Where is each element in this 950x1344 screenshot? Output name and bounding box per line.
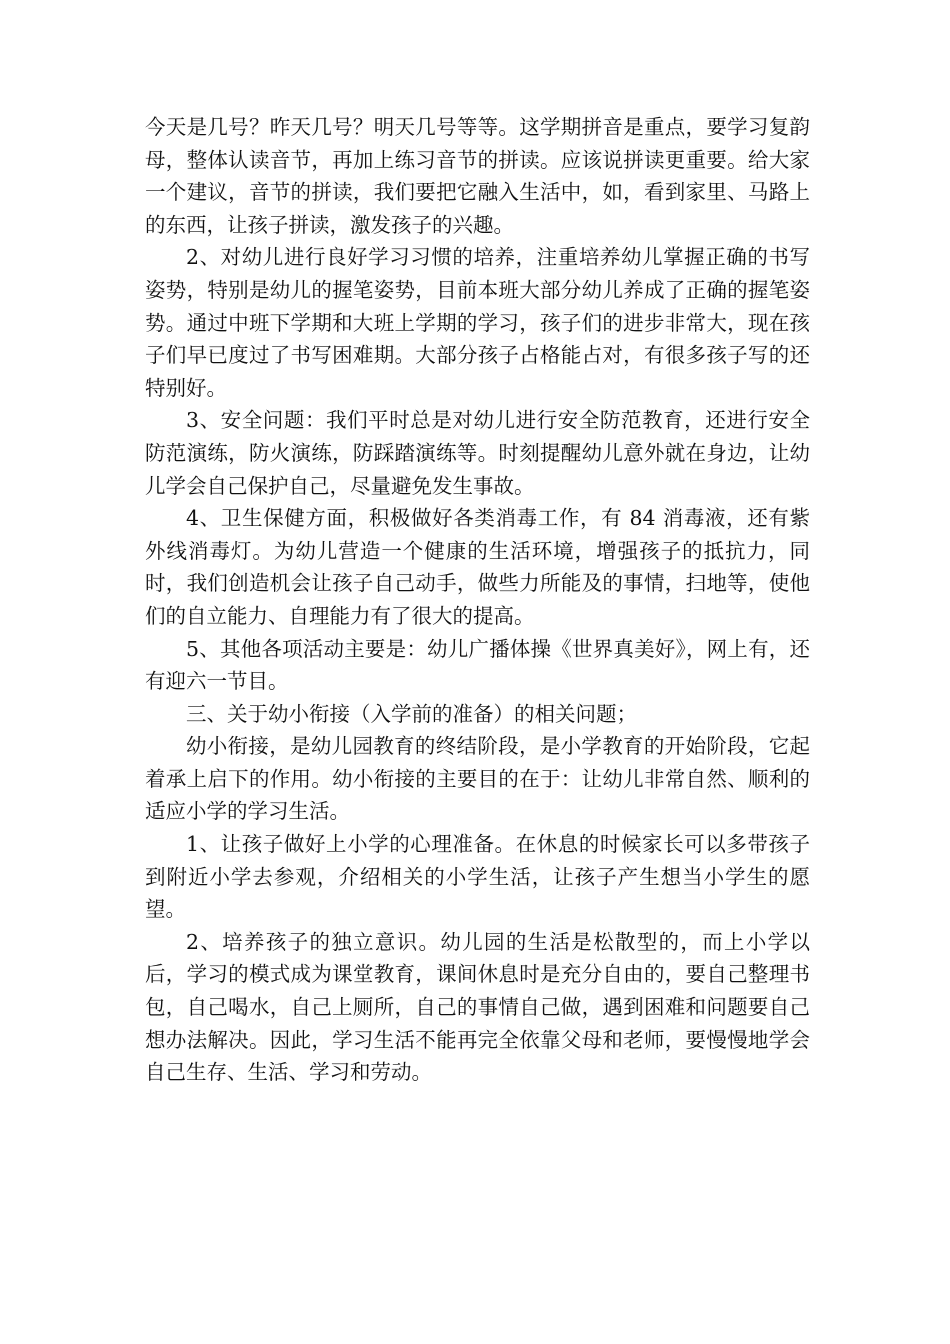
paragraph-3: 3、安全问题：我们平时总是对幼儿进行安全防范教育，还进行安全防范演练，防火演练，防踩踏演练等。时刻提醒幼儿意外就在身边，让幼儿学会自己保护自己，尽量避免发生事故。 [145, 408, 810, 498]
paragraph-1: 今天是几号？昨天几号？明天几号等等。这学期拼音是重点，要学习复韵母，整体认读音节，再加上练习音节的拼读。应该说拼读更重要。给大家一个建议，音节的拼读，我们要把它融入生活中，如，看到家里、马路上的东西，让孩子拼读，激发孩子的兴趣。 [145, 115, 810, 237]
section-heading: 三、关于幼小衔接（入学前的准备）的相关问题； [186, 701, 637, 726]
paragraph-5: 5、其他各项活动主要是：幼儿广播体操《世界真美好》，网上有，还有迎六一节目。 [145, 636, 810, 694]
document-body [145, 111, 810, 1089]
paragraph-8: 1、让孩子做好上小学的心理准备。在休息的时候家长可以多带孩子到附近小学去参观，介绍相关的小学生活，让孩子产生想当小学生的愿望。 [145, 832, 810, 922]
paragraph-4: 4、卫生保健方面，积极做好各类消毒工作，有 84 消毒液，还有紫外线消毒灯。为幼儿营造一个健康的生活环境，增强孩子的抵抗力，同时，我们创造机会让孩子自己动手，做些力所能及的事情，扫地等，使他们的自立能力、自理能力有了很大的提高。 [145, 506, 810, 628]
paragraph-7: 幼小衔接，是幼儿园教育的终结阶段，是小学教育的开始阶段，它起着承上启下的作用。幼小衔接的主要目的在于：让幼儿非常自然、顺利的适应小学的学习生活。 [145, 734, 810, 824]
paragraph-9: 2、培养孩子的独立意识。幼儿园的生活是松散型的，而上小学以后，学习的模式成为课堂教育，课间休息时是充分自由的，要自己整理书包，自己喝水，自己上厕所，自己的事情自己做，遇到困难和问题要自己想办法解决。因此，学习生活不能再完全依靠父母和老师，要慢慢地学会自己生存、生活、学习和劳动。 [145, 929, 810, 1085]
paragraph-2: 2、对幼儿进行良好学习习惯的培养，注重培养幼儿掌握正确的书写姿势，特别是幼儿的握笔姿势，目前本班大部分幼儿养成了正确的握笔姿势。通过中班下学期和大班上学期的学习，孩子们的进步非常大，现在孩子们早已度过了书写困难期。大部分孩子占格能占对，有很多孩子写的还特别好。 [145, 245, 810, 400]
